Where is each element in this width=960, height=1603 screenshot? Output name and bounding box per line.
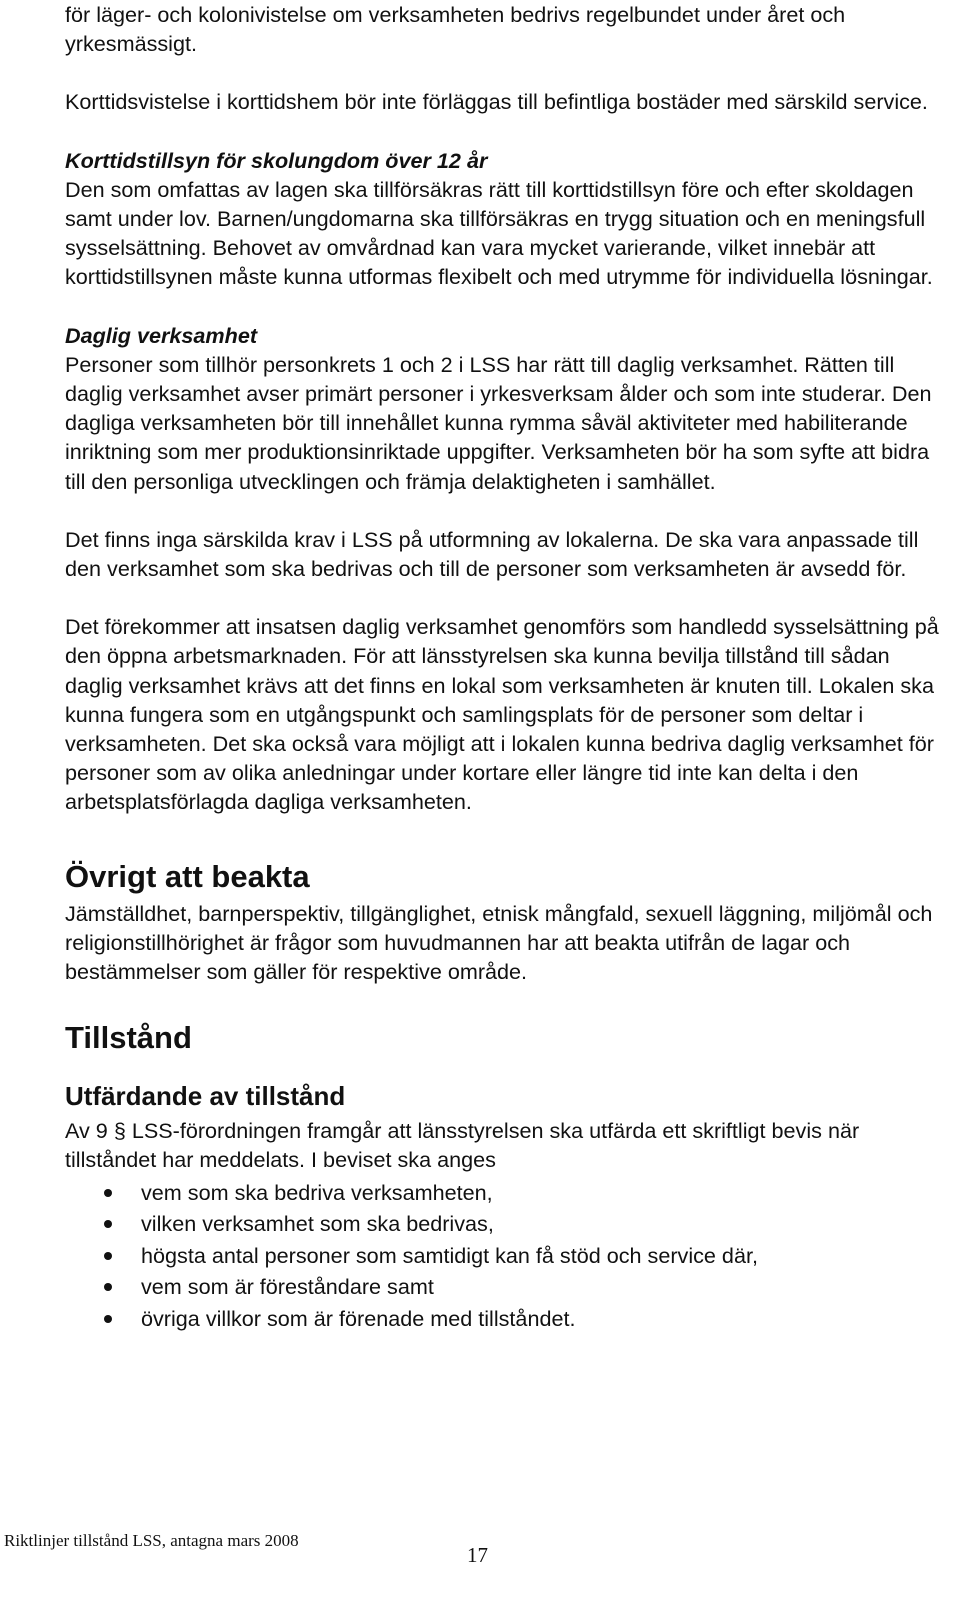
- list-item: [65, 1177, 945, 1209]
- list-item-text: vem som är föreståndare samt: [141, 1274, 434, 1300]
- paragraph-handledd-sysselsattning: Det förekommer att insatsen daglig verksamhet genomförs som handledd sysselsättning på den öppna arbetsmarknaden. För att länsstyrelsen ska kunna bevilja tillstånd till sådan daglig verksamhet krävs att det finns en lokal som verksamheten är knuten till. Lokalen ska kunna fungera som en utgångspunkt och samlingsplats för de personer som deltar i verksamheten. Det ska också vara möjligt att i lokalen kunna bedriva daglig verksamhet för personer som av olika anledningar under kortare eller längre tid inte kan delta i den arbetsplatsförlagda dagliga verksamheten.: [65, 614, 939, 815]
- heading-daglig-verksamhet: Daglig verksamhet: [65, 322, 258, 348]
- paragraph-korttidsvistelse: Korttidsvistelse i korttidshem bör inte förläggas till befintliga bostäder med särskild service.: [65, 89, 928, 115]
- heading-ovrigt-att-beakta: Övrigt att beakta: [65, 858, 310, 894]
- paragraph-lokaler: Det finns inga särskilda krav i LSS på utformning av lokalerna. De ska vara anpassade till den verksamhet som ska bedrivas och till de personer som verksamheten är avsedd för.: [65, 526, 919, 582]
- bullet-icon: [104, 1283, 112, 1291]
- list-item-text: vilken verksamhet som ska bedrivas,: [141, 1211, 494, 1237]
- heading-utfardande-av-tillstand: Utfärdande av tillstånd: [65, 1081, 346, 1112]
- list-item-text: övriga villkor som är förenade med tillståndet.: [141, 1305, 576, 1331]
- heading-tillstand: Tillstånd: [65, 1020, 192, 1056]
- footer-document-title: Riktlinjer tillstånd LSS, antagna mars 2008: [4, 1531, 299, 1550]
- list-item-text: vem som ska bedriva verksamheten,: [141, 1179, 493, 1205]
- bullet-icon: [104, 1315, 112, 1323]
- paragraph-utfardande: Av 9 § LSS-förordningen framgår att länsstyrelsen ska utfärda ett skriftligt bevis när tillståndet har meddelats. I beviset ska anges: [65, 1118, 860, 1173]
- list-item: [65, 1208, 945, 1240]
- bullet-icon: [104, 1252, 112, 1260]
- list-item: [65, 1240, 945, 1272]
- bullet-list: [65, 1177, 945, 1335]
- list-item: [65, 1271, 945, 1303]
- paragraph-kolonivistelse: för läger- och kolonivistelse om verksamheten bedrivs regelbundet under året och yrkesmässigt.: [65, 2, 846, 57]
- heading-korttidstillsyn: Korttidstillsyn för skolungdom över 12 år: [65, 147, 488, 173]
- list-item-text: högsta antal personer som samtidigt kan få stöd och service där,: [141, 1242, 758, 1268]
- bullet-icon: [104, 1189, 112, 1197]
- paragraph-daglig-verksamhet: Personer som tillhör personkrets 1 och 2 i LSS har rätt till daglig verksamhet. Rätten till daglig verksamhet avser primärt personer i yrkesverksam ålder och som inte studerar. Den dagliga verksamheten bör till innehållet kunna rymma såväl aktiviteter med habiliterande inriktning som mer produktionsinriktade uppgifter. Verksamheten bör ha som syfte att bidra till den personliga utvecklingen och främja delaktigheten i samhället.: [65, 351, 932, 494]
- footer-page-number: 17: [467, 1543, 488, 1567]
- list-item: [65, 1303, 945, 1335]
- document-page: [65, 0, 945, 1334]
- paragraph-ovrigt: Jämställdhet, barnperspektiv, tillgänglighet, etnisk mångfald, sexuell läggning, miljömål och religionstillhörighet är frågor som huvudmannen har att beakta utifrån de lagar och bestämmelser som gäller för respektive område.: [65, 900, 933, 985]
- bullet-icon: [104, 1220, 112, 1228]
- paragraph-korttidstillsyn: Den som omfattas av lagen ska tillförsäkras rätt till korttidstillsyn före och efter skoldagen samt under lov. Barnen/ungdomarna ska tillförsäkras en trygg situation och en meningsfull sysselsättning. Behovet av omvårdnad kan vara mycket varierande, vilket innebär att korttidstillsynen måste kunna utformas flexibelt och med utrymme för individuella lösningar.: [65, 176, 933, 290]
